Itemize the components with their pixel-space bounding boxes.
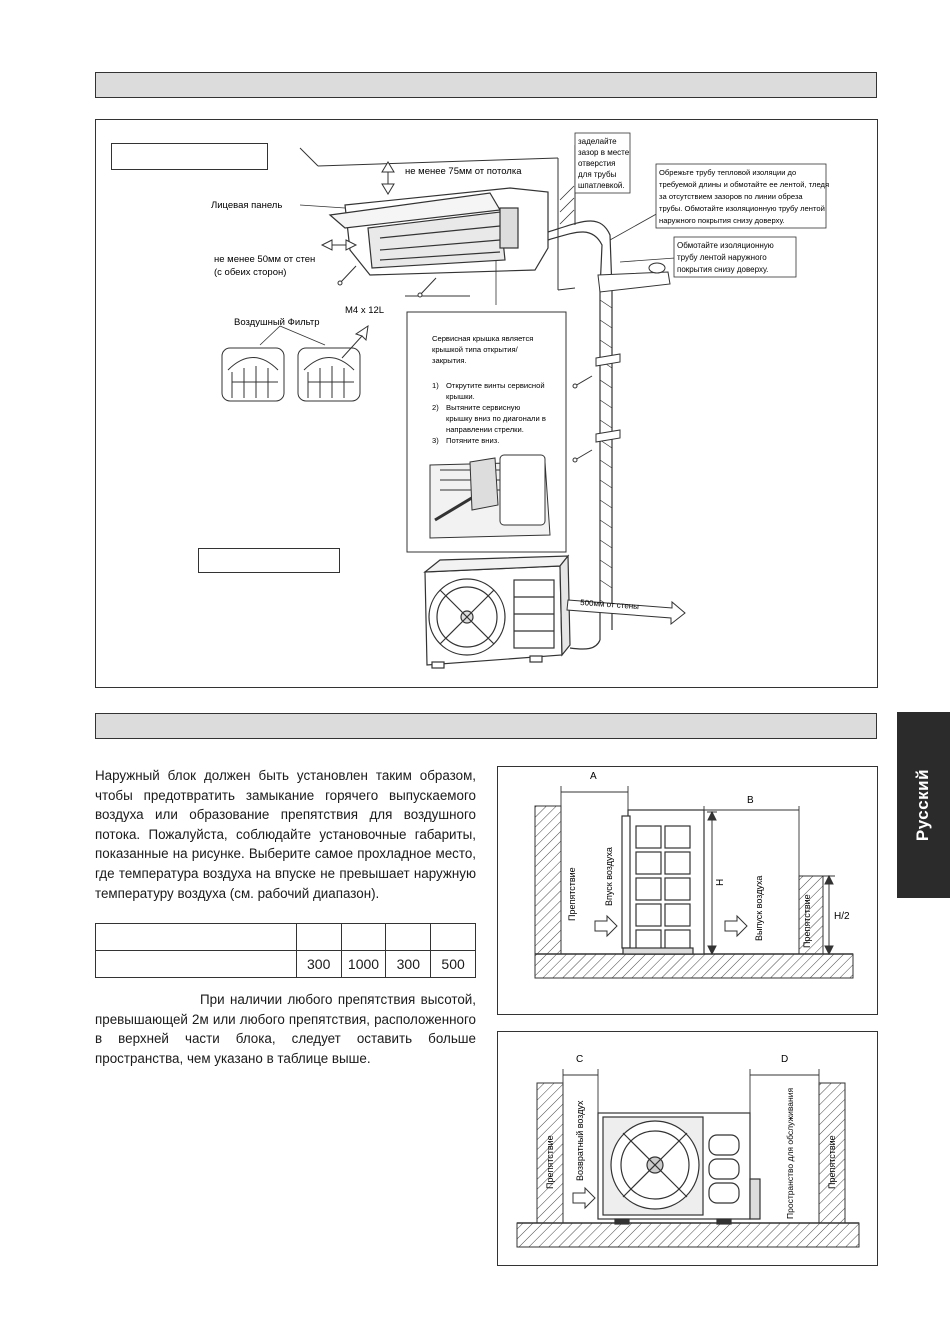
front-clearance-diagram <box>497 1031 878 1266</box>
label-service-space: Пространство для обслуживания <box>785 1087 795 1219</box>
note-text: При наличии любого препятствия высотой, превышающей 2м или любого препятствия, расположенного в верхней части блока, следует оставить больше пространства, чем указано в таблице выше. <box>95 992 476 1066</box>
wrap-pipe-line-3: покрытия снизу доверху. <box>677 265 769 274</box>
service-step-3-num: 3) <box>432 436 439 445</box>
cut-pipe-line-3: за отсутствием зазоров по линии обреза <box>659 192 803 201</box>
ceiling-gap-arrow <box>382 162 394 194</box>
service-step-3-line-1: Потяните вниз. <box>446 436 500 445</box>
wall-gap-label-line-1: не менее 50мм от стен <box>214 254 316 265</box>
service-step-2-line-1: Вытяните сервисную <box>446 403 521 412</box>
air-filter-leaders <box>260 326 325 345</box>
service-cover-illustration <box>430 455 550 538</box>
return-air-arrow <box>573 1188 595 1208</box>
service-intro-line-2: крышкой типа открытия/ <box>432 345 518 354</box>
service-intro-line-1: Сервисная крышка является <box>432 334 534 343</box>
label-obstacle-right: Препятствие <box>802 894 812 948</box>
label-obstacle-left: Препятствие <box>567 867 577 921</box>
language-tab[interactable] <box>897 712 950 898</box>
service-step-2-line-3: направлении стрелки. <box>446 425 524 434</box>
front-panel-label: Лицевая панель <box>211 200 283 211</box>
table-value-a: 300 <box>296 951 341 978</box>
language-tab-label: Русский <box>913 768 933 842</box>
label-return-air: Возвратный воздух <box>575 1100 585 1181</box>
label-outlet: Выпуск воздуха <box>754 875 764 941</box>
table-header-cell-c <box>386 924 431 951</box>
service-step-1-num: 1) <box>432 381 439 390</box>
pipe-clamps <box>573 354 620 462</box>
intake-arrow <box>595 916 617 936</box>
service-step-2-line-2: крышку вниз по диагонали в <box>446 414 546 423</box>
table-label-cell <box>96 951 297 978</box>
seal-gap-line-4: для трубы <box>578 170 617 179</box>
seal-gap-label <box>575 133 630 193</box>
dimension-b <box>704 806 799 876</box>
label-obstacle-right: Препятствие <box>827 1135 837 1189</box>
label-intake: Впуск воздуха <box>604 847 614 906</box>
table-value-c: 300 <box>386 951 431 978</box>
service-step-1-line-2: крышки. <box>446 392 475 401</box>
cut-pipe-line-1: Обрежьте трубу тепловой изоляции до <box>659 168 797 177</box>
seal-gap-line-5: шпатлевкой. <box>578 181 625 190</box>
installation-paragraph: Наружный блок должен быть установлен таким образом, чтобы предотвратить замыкание горячего выпускаемого воздуха или образование препятствия для воздушного потока. Пожалуйста, соблюдайте установочные габариты, показанные на рисунке. Выберите самое прохладное место, где температура воздуха на впуске не превышает наружную температуру воздуха (см. рабочий диапазон). <box>95 768 476 901</box>
seal-gap-line-3: отверстия <box>578 159 616 168</box>
clearance-500-label: 500мм от стены <box>579 598 640 612</box>
wall-gap-label-line-2: (с обеих сторон) <box>214 267 287 278</box>
air-filter-label: Воздушный Фильтр <box>234 317 320 328</box>
outdoor-unit-front <box>598 1113 760 1224</box>
air-filters <box>222 348 360 401</box>
service-step-1-line-1: Открутите винты сервисной <box>446 381 545 390</box>
cut-pipe-line-5: наружного покрытия снизу доверху. <box>659 216 785 225</box>
service-intro-line-3: закрытия. <box>432 356 467 365</box>
table-row <box>96 924 476 951</box>
label-d: D <box>781 1054 789 1065</box>
label-obstacle-left: Препятствие <box>545 1135 555 1189</box>
pipe-tape-stripes <box>600 300 612 608</box>
ground-hatch <box>535 954 853 978</box>
table-header-cell-b <box>341 924 386 951</box>
label-h: H <box>715 878 726 886</box>
table-value-d: 500 <box>431 951 476 978</box>
table-row <box>96 951 476 978</box>
table-header-cell <box>96 924 297 951</box>
front-panel-leader <box>300 205 345 208</box>
cut-pipe-line-4: трубы. Обмотайте изоляционную трубу лентой <box>659 204 825 213</box>
table-header-cell-a <box>296 924 341 951</box>
outdoor-unit <box>425 556 570 668</box>
label-b: B <box>747 795 754 806</box>
outdoor-unit-side <box>622 810 704 954</box>
wrap-pipe-line-1: Обмотайте изоляционную <box>677 241 774 250</box>
ground-hatch <box>517 1223 859 1247</box>
seal-gap-line-1: заделайте <box>578 137 617 146</box>
side-clearance-diagram <box>497 766 878 1015</box>
clearance-table <box>95 923 476 978</box>
ceiling-gap-label: не менее 75мм от потолка <box>405 166 522 177</box>
indoor-unit <box>330 188 548 275</box>
seal-gap-line-2: зазор в месте <box>578 148 630 157</box>
label-c: C <box>576 1054 584 1065</box>
wall-hatch <box>560 186 574 224</box>
obstacle-note <box>95 990 476 1068</box>
table-value-b: 1000 <box>341 951 386 978</box>
label-h2: H/2 <box>834 911 850 922</box>
outlet-arrow <box>725 916 747 936</box>
label-a: A <box>590 771 597 782</box>
dimension-a <box>561 786 628 810</box>
section-header-bar-outdoor <box>95 713 877 739</box>
cut-pipe-label <box>656 164 829 228</box>
table-header-cell-d <box>431 924 476 951</box>
cut-pipe-line-2: требуемой длины и обмотайте ее лентой, тледя <box>659 180 830 189</box>
wrap-pipe-label <box>674 237 796 277</box>
service-step-2-num: 2) <box>432 403 439 412</box>
wrap-pipe-line-2: трубу лентой наружного <box>677 253 767 262</box>
screw-size-label: M4 x 12L <box>345 305 385 316</box>
left-obstacle-wall <box>535 806 561 954</box>
